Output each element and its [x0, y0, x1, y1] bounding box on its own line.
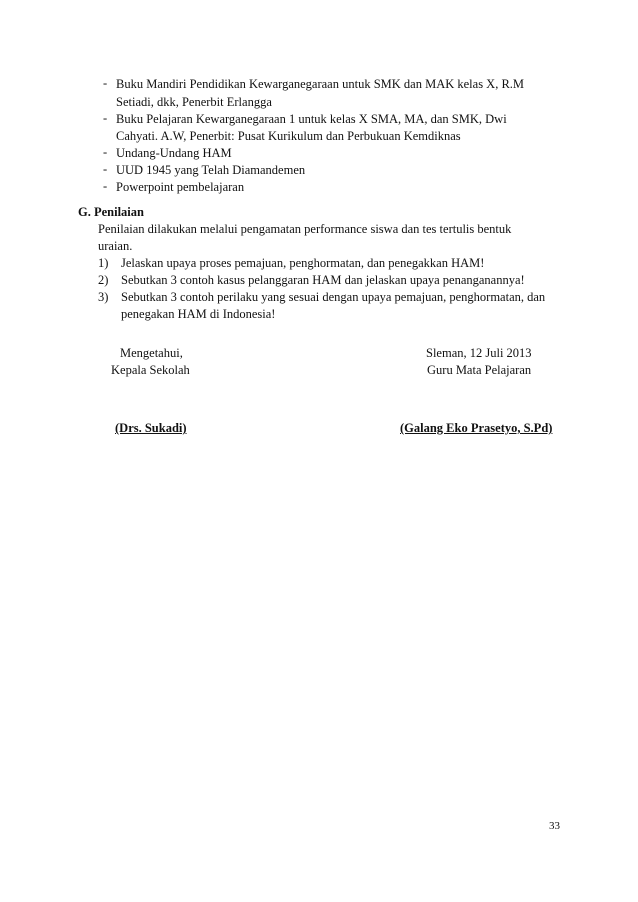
list-bullet: - — [103, 145, 108, 159]
page-number: 33 — [549, 820, 560, 832]
right-signature-role: Guru Mata Pelajaran — [427, 363, 532, 377]
question-text: penegakan HAM di Indonesia! — [121, 307, 276, 321]
question-text: Sebutkan 3 contoh kasus pelanggaran HAM dan jelaskan upaya penanganannya! — [121, 273, 525, 287]
right-signature-name: (Galang Eko Prasetyo, S.Pd) — [400, 421, 553, 435]
section-heading: G. Penilaian — [78, 205, 144, 219]
question-number: 2) — [98, 273, 109, 287]
question-text: Sebutkan 3 contoh perilaku yang sesuai dengan upaya pemajuan, penghormatan, dan — [121, 290, 546, 304]
question-text: Jelaskan upaya proses pemajuan, penghormatan, dan penegakkan HAM! — [121, 256, 485, 270]
list-item-text: Setiadi, dkk, Penerbit Erlangga — [116, 95, 272, 109]
list-item-text: Buku Mandiri Pendidikan Kewarganegaraan untuk SMK dan MAK kelas X, R.M — [116, 77, 525, 91]
list-bullet: - — [103, 162, 108, 176]
question-number: 1) — [98, 256, 109, 270]
right-signature-date: Sleman, 12 Juli 2013 — [426, 346, 532, 360]
list-item-text: Undang-Undang HAM — [116, 146, 232, 160]
question-number: 3) — [98, 290, 109, 304]
left-signature-role: Kepala Sekolah — [111, 363, 190, 377]
left-signature-name: (Drs. Sukadi) — [115, 421, 187, 435]
list-bullet: - — [103, 111, 108, 125]
list-bullet: - — [103, 76, 108, 90]
list-item-text: Buku Pelajaran Kewarganegaraan 1 untuk kelas X SMA, MA, dan SMK, Dwi — [116, 112, 507, 126]
list-item-text: Cahyati. A.W, Penerbit: Pusat Kurikulum dan Perbukuan Kemdiknas — [116, 129, 461, 143]
paragraph-line: uraian. — [98, 239, 133, 253]
list-item-text: Powerpoint pembelajaran — [116, 180, 245, 194]
list-bullet: - — [103, 179, 108, 193]
paragraph-line: Penilaian dilakukan melalui pengamatan performance siswa dan tes tertulis bentuk — [98, 222, 512, 236]
left-signature-label: Mengetahui, — [120, 346, 183, 360]
list-item-text: UUD 1945 yang Telah Diamandemen — [116, 163, 306, 177]
